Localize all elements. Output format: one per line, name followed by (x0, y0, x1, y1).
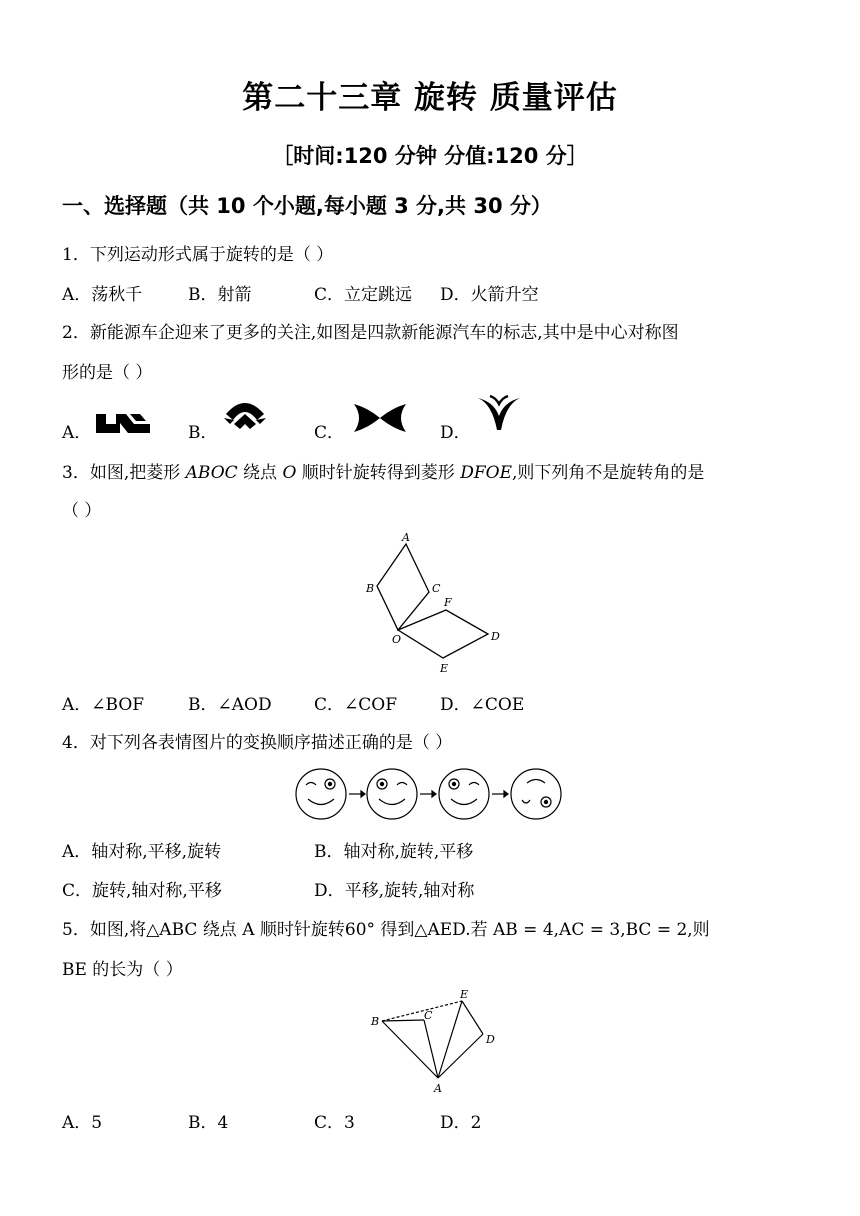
q3-option-d: D．∠COE (440, 695, 525, 715)
q1-option-a: A．荡秋千 (62, 285, 143, 305)
q5-label-a: A (434, 1082, 442, 1095)
q1-option-c: C．立定跳远 (314, 285, 413, 305)
q3-option-a: A．∠BOF (62, 695, 145, 715)
section-heading: 一、选择题（共 10 个小题,每小题 3 分,共 30 分） (62, 194, 552, 218)
q4-option-c: C．旋转,轴对称,平移 (62, 881, 222, 901)
q5-stem-line1: 5．如图,将△ABC 绕点 A 顺时针旋转60° 得到△AED.若 AB = 4,AC = 3,BC = 2,则 (62, 920, 710, 940)
q3-stem-mid2: 顺时针旋转得到菱形 (296, 463, 461, 483)
q5-option-a: A．5 (62, 1113, 103, 1133)
q2-option-c: C． (314, 423, 345, 443)
logo-b-icon (220, 396, 270, 436)
q2-stem-line1: 2．新能源车企迎来了更多的关注,如图是四款新能源汽车的标志,其中是中心对称图 (62, 323, 679, 343)
q5-triangle-figure (366, 986, 506, 1098)
logo-a-icon (94, 410, 152, 436)
q3-label-c: C (432, 582, 441, 595)
q2-stem-line2: 形的是（ ） (62, 363, 153, 383)
q3-stem-post: ,则下列角不是旋转角的是 (512, 463, 705, 483)
q3-option-b: B．∠AOD (188, 695, 272, 715)
q1-stem: 1．下列运动形式属于旋转的是（ ） (62, 245, 334, 265)
q5-label-d: D (486, 1033, 495, 1046)
q1-option-d: D．火箭升空 (440, 285, 539, 305)
q3-stem-mid1: 绕点 (237, 463, 283, 483)
q2-option-a: A． (62, 423, 92, 443)
q3-rhombus-figure (360, 530, 510, 680)
q3-point: O (282, 463, 297, 483)
q2-option-d: D． (440, 423, 471, 443)
q3-label-f: F (444, 596, 452, 609)
q5-label-c: C (424, 1009, 433, 1022)
logo-c-icon (352, 402, 408, 434)
q5-label-b: B (371, 1015, 380, 1028)
q1-option-b: B．射箭 (188, 285, 252, 305)
q5-option-b: B．4 (188, 1113, 229, 1133)
page-title: 第二十三章 旋转 质量评估 (242, 80, 618, 116)
page-subtitle: ［时间:120 分钟 分值:120 分］ (272, 144, 588, 168)
q3-shape2: DFOE (460, 463, 512, 483)
q5-label-e: E (460, 988, 469, 1001)
q5-stem-line2: BE 的长为（ ） (62, 960, 183, 980)
q4-stem: 4．对下列各表情图片的变换顺序描述正确的是（ ） (62, 733, 453, 753)
q2-option-b: B． (188, 423, 218, 443)
q3-stem-line2: （ ） (62, 501, 102, 521)
q3-label-a: A (402, 531, 410, 544)
logo-d-icon (474, 394, 524, 434)
q4-option-d: D．平移,旋转,轴对称 (314, 881, 475, 901)
q4-emoji-sequence (294, 766, 574, 822)
q3-shape1: ABOC (185, 463, 238, 483)
q3-stem-pre: 3．如图,把菱形 (62, 463, 186, 483)
q3-stem-line1 (62, 458, 704, 483)
q4-option-a: A．轴对称,平移,旋转 (62, 842, 222, 862)
q3-label-d: D (491, 630, 500, 643)
q3-label-o: O (392, 633, 402, 646)
q3-option-c: C．∠COF (314, 695, 397, 715)
q5-option-c: C．3 (314, 1113, 355, 1133)
q3-label-e: E (440, 662, 449, 675)
q5-option-d: D．2 (440, 1113, 482, 1133)
q4-option-b: B．轴对称,旋转,平移 (314, 842, 474, 862)
q3-label-b: B (366, 582, 375, 595)
